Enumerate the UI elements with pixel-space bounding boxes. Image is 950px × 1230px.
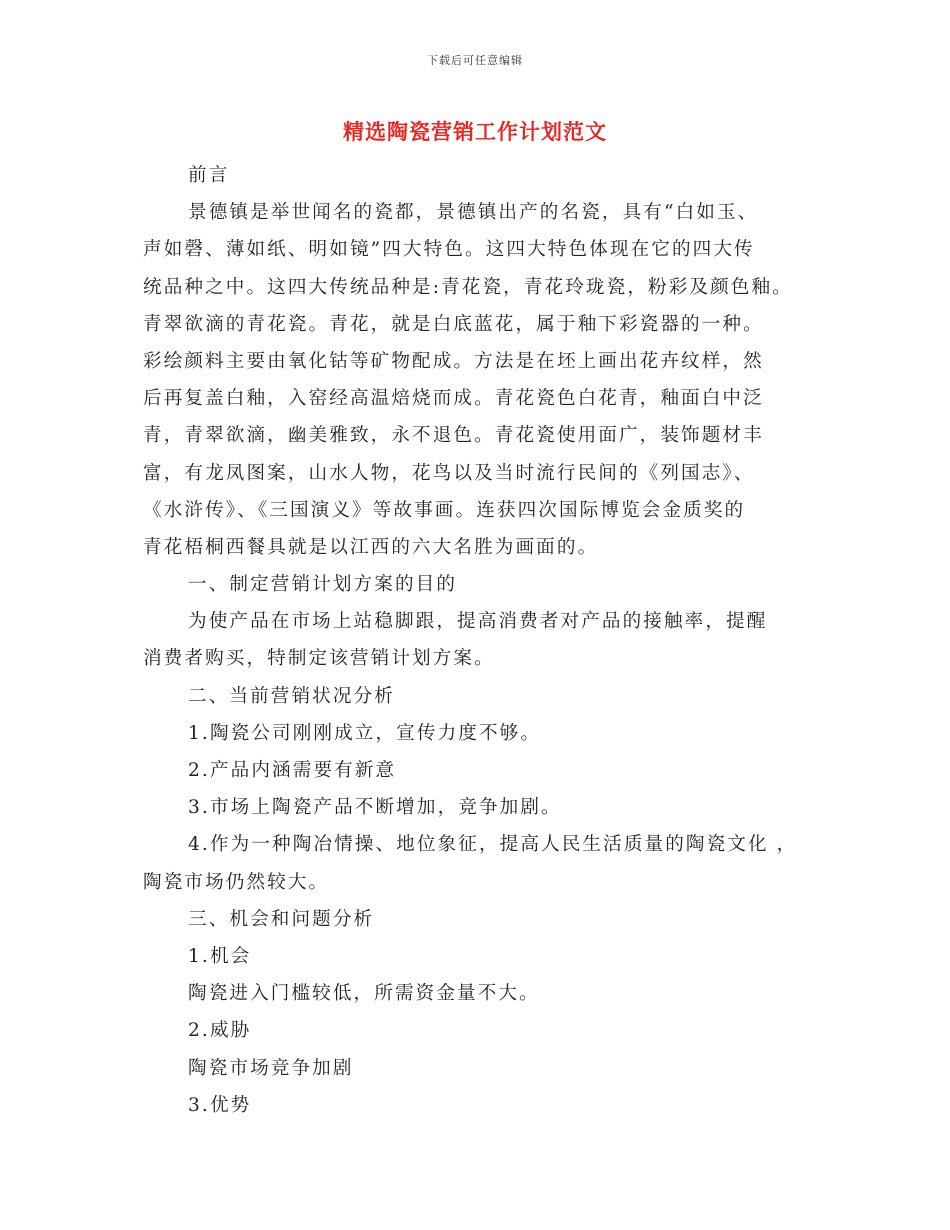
text-line: 3.市场上陶瓷产品不断增加，竞争加剧。 (188, 797, 562, 819)
text-line: 景德镇是举世闻名的瓷都，景德镇出产的名瓷，具有“白如玉、 (188, 202, 759, 224)
document-body (143, 157, 823, 1124)
text-line: 《水浒传》、《三国演义》等故事画。连获四次国际博览会金质奖的 (143, 499, 746, 521)
text-line: 二、当前营销状况分析 (188, 685, 395, 707)
text-line: 青花梧桐西餐具就是以江西的六大名胜为画面的。 (143, 536, 599, 558)
text-line: 彩绘颜料主要由氧化钴等矿物配成。方法是在坯上画出花卉纹样，然 (143, 350, 764, 372)
text-line: 统品种之中。这四大传统品种是:青花瓷，青花玲珑瓷，粉彩及颜色釉。 (143, 276, 793, 298)
text-line: 富，有龙凤图案，山水人物，花鸟以及当时流行民间的《列国志》、 (143, 462, 755, 484)
text-line: 1.陶瓷公司刚刚成立，宣传力度不够。 (188, 722, 542, 744)
text-line: 青翠欲滴的青花瓷。青花，就是白底蓝花，属于釉下彩瓷器的一种。 (143, 313, 764, 335)
text-line: 2.威胁 (188, 1020, 252, 1042)
document-title: 精选陶瓷营销工作计划范文 (343, 119, 607, 144)
text-line: 陶瓷市场竞争加剧 (188, 1057, 354, 1079)
text-line: 消费者购买，特制定该营销计划方案。 (143, 648, 495, 670)
text-line: 三、机会和问题分析 (188, 908, 375, 930)
text-line: 青，青翠欲滴，幽美雅致，永不退色。青花瓷使用面广，装饰题材丰 (143, 425, 764, 447)
text-line: 陶瓷进入门槛较低，所需资金量不大。 (188, 983, 540, 1005)
text-line: 一、制定营销计划方案的目的 (188, 574, 458, 596)
text-line: 4.作为一种陶冶情操、地位象征，提高人民生活质量的陶瓷文化 ， (188, 834, 798, 856)
text-line: 声如磬、薄如纸、明如镜”四大特色。这四大特色体现在它的四大传 (143, 239, 755, 261)
text-line: 3.优势 (188, 1094, 252, 1116)
text-line: 1.机会 (188, 945, 252, 967)
text-line: 后再复盖白釉，入窑经高温焙烧而成。青花瓷色白花青，釉面白中泛 (143, 388, 764, 410)
page-header-note: 下载后可任意编辑 (427, 54, 523, 67)
text-line: 2.产品内涵需要有新意 (188, 760, 397, 781)
text-line: 为使产品在市场上站稳脚跟，提高消费者对产品的接触率，提醒 (188, 611, 768, 633)
text-line: 陶瓷市场仍然较大。 (143, 871, 330, 893)
text-line: 前言 (188, 165, 230, 186)
